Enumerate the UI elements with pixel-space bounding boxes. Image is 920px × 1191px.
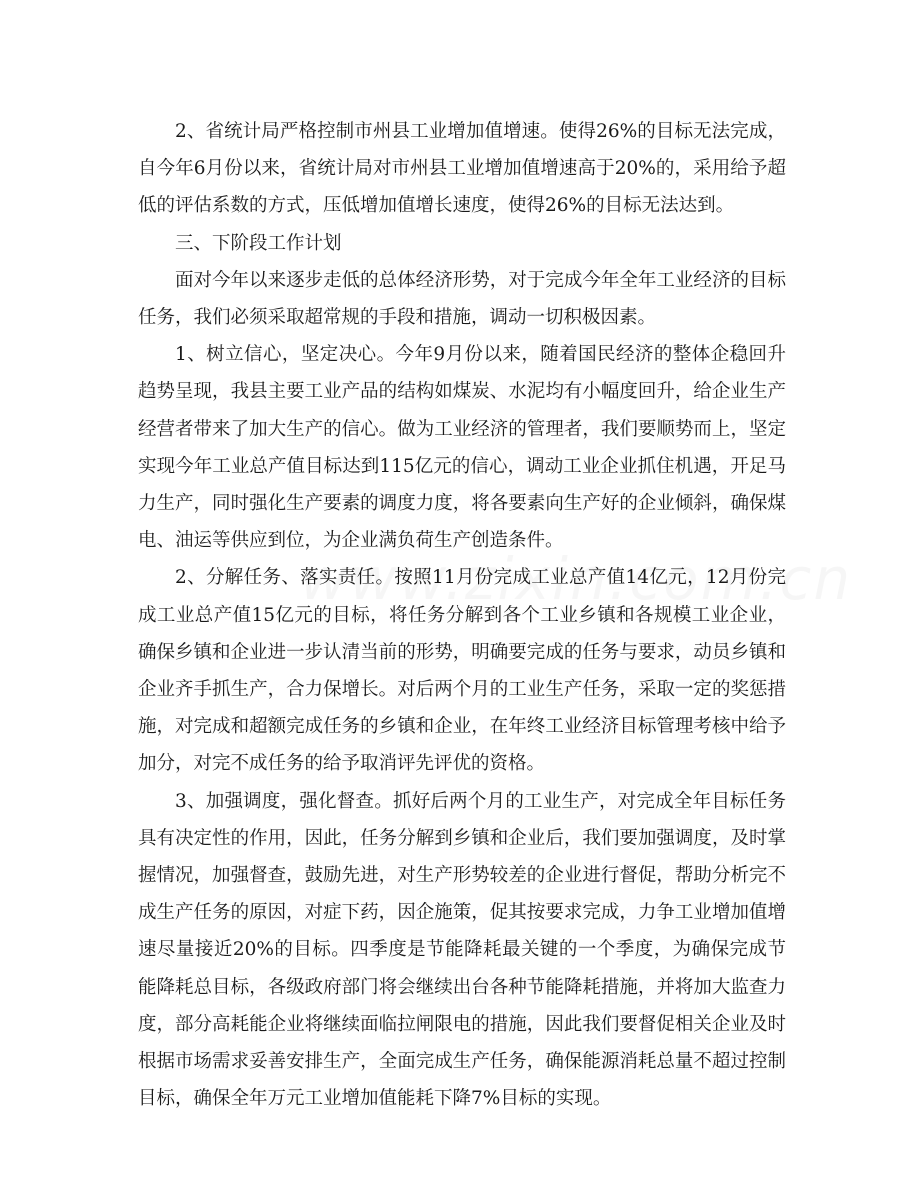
paragraph-scheduling-supervision: 3、加强调度，强化督查。抓好后两个月的工业生产，对完成全年目标任务具有决定性的作用，因此，任务分解到乡镇和企业后，我们要加强调度，及时掌握情况，加强督查，鼓励先进，对生产形势较差的企业进行督促，帮助分析完不成生产任务的原因，对症下药，因企施策，促其按要求完成，力争工业增加值增速尽量接近20%的目标。四季度是节能降耗最关键的一个季度，为确保完成节能降耗总目标，各级政府部门将会继续出台各种节能降耗措施，并将加大监查力度，部分高耗能企业将继续面临拉闸限电的措施，因此我们要督促相关企业及时根据市场需求妥善安排生产，全面完成生产任务，确保能源消耗总量不超过控制目标，确保全年万元工业增加值能耗下降7%目标的实现。 [138, 790, 786, 1110]
paragraph-task-breakdown: 2、分解任务、落实责任。按照11月份完成工业总产值14亿元，12月份完成工业总产值15亿元的目标，将任务分解到各个工业乡镇和各规模工业企业，确保乡镇和企业进一步认清当前的形势，明确要完成的任务与要求，动员乡镇和企业齐手抓生产，合力保增长。对后两个月的工业生产任务，采取一定的奖惩措施，对完成和超额完成任务的乡镇和企业，在年终工业经济目标管理考核中给予加分，对完不成任务的给予取消评先评优的资格。 [138, 567, 786, 775]
section-heading-next-stage-plan: 三、下阶段工作计划 [175, 232, 342, 254]
document-body [138, 113, 786, 1117]
paragraph-overview: 面对今年以来逐步走低的总体经济形势，对于完成今年全年工业经济的目标任务，我们必须采取超常规的手段和措施，调动一切积极因素。 [138, 269, 786, 329]
paragraph-confidence: 1、树立信心，坚定决心。今年9月份以来，随着国民经济的整体企稳回升趋势呈现，我县主要工业产品的结构如煤炭、水泥均有小幅度回升，给企业生产经营者带来了加大生产的信心。做为工业经济的管理者，我们要顺势而上，坚定实现今年工业总产值目标达到115亿元的信心，调动工业企业抓住机遇，开足马力生产，同时强化生产要素的调度力度，将各要素向生产好的企业倾斜，确保煤电、油运等供应到位，为企业满负荷生产创造条件。 [138, 344, 786, 552]
paragraph-statistics-bureau: 2、省统计局严格控制市州县工业增加值增速。使得26%的目标无法完成，自今年6月份以来，省统计局对市州县工业增加值增速高于20%的，采用给予超低的评估系数的方式，压低增加值增长速度，使得26%的目标无法达到。 [138, 121, 786, 217]
